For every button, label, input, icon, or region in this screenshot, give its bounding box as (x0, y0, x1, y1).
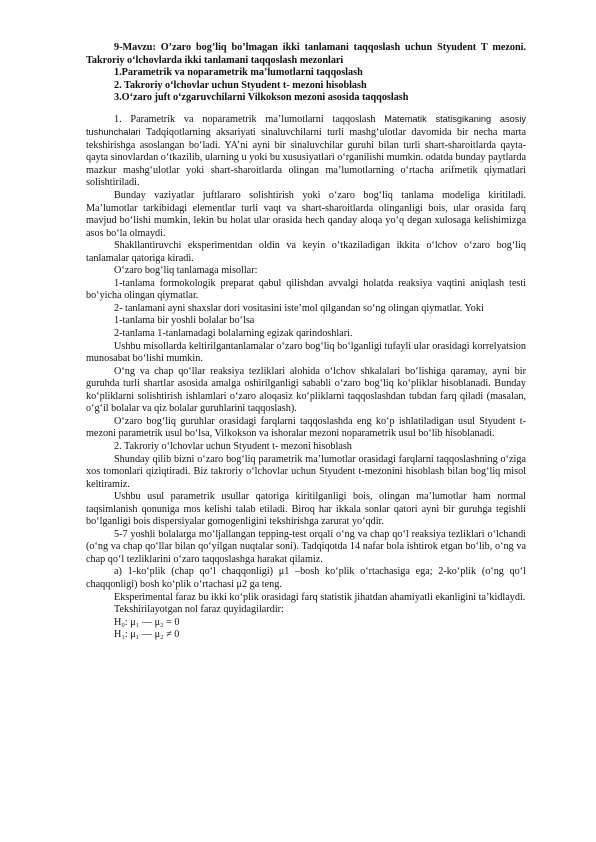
body-paragraph: 2. Takroriy o‘lchovlar uchun Styudent t- mezoni hisoblash (114, 440, 352, 452)
body-paragraph: Tekshirilayotgan nol faraz quyidagilardir: (114, 604, 284, 616)
body-paragraph: Ushbu usul parametrik usullar qatoriga kiritilganligi bois, olingan ma’lumotlar ham normal taqsimlanish qonuniga mos kelishi talab etiladi. Biroq har ikkala sonlar qatori ayni bir guruhga tegishli bo‘lganligi bois dispersiyalar gomogenligini tekshirishga zarurat yo‘qdir. (86, 491, 526, 528)
body-paragraph: Ushbu misollarda keltirilgantanlamalar o‘zaro bog‘liq bo‘lganligi tufayli ular orasidagi korrelyatsion munosabat bo‘lishi mumkin. (86, 340, 526, 365)
body-paragraph: Shunday qilib bizni o‘zaro bog‘liq parametrik ma’lumotlar orasidagi farqlarni taqqoslashning o‘ziga xos tomonlari qiziqtiradi. Biz takroriy o‘lchovlar uchun Styudent t-mezonini hisoblash bilan bog‘liq misol keltiramiz. (86, 453, 526, 490)
body-paragraph: O‘zaro bog‘liq tanlamaga misollar: (114, 265, 258, 277)
body-paragraph: Shakllantiruvchi eksperimentdan oldin va keyin o‘tkaziladigan ikkita o‘lchov o‘zaro bog‘liq tanlamalar qatoriga kiradi. (86, 240, 526, 264)
body-paragraph: a) 1-ko‘plik (chap qo‘l chaqqonligi) μ1 –bosh ko‘plik o‘rtachasiga ega; 2-ko‘plik (o‘ng qo‘l chaqqonligi) bosh ko‘plik o‘rtachasi μ2 ga teng. (86, 566, 526, 590)
intro-lead: 1. Parametrik va noparametrik ma’lumotlarni taqqoslash (114, 113, 385, 125)
outline-list (86, 67, 526, 105)
body-paragraph: 1-tanlama bir yoshli bolalar bo‘lsa (114, 315, 255, 327)
body-paragraph: Eksperimental faraz bu ikki ko‘plik orasidagi farq statistik jihatdan ahamiyatli ekanligini ta’kidlaydi. (114, 591, 526, 603)
outline-item-1: 1.Parametrik va noparametrik ma’lumotlarni taqqoslash (114, 67, 363, 79)
body-paragraph: O‘ng va chap qo‘llar reaksiya tezliklari alohida o‘lchov shkalalari bo‘lishiga qaramay, ayni bir guruhda turli shartlar asosida amalga oshirilganligi sababli o‘zaro bog‘liq ko‘pliklar hisoblanadi. Bunday ko‘pliklarni solishtirish ishlamlari o‘zaro aloqasiz ko‘pliklarni taqqoslashdan tubdan farq qiladi (masalan, o‘g‘il bolalar va qiz bolalar guruhlarini taqqoslash). (86, 365, 526, 415)
body-paragraph: 5-7 yoshli bolalarga mo‘ljallangan tepping-test orqali o‘ng va chap qo‘l reaksiya tezliklari o‘lchandi (o‘ng va chap qo‘llar bilan qo‘yilgan nuqtalar soni). Tadqiqotda 14 nafar bola ishtirok etgan bo‘lib, o‘ng va chap qo‘l tezliklarini o‘zaro taqqoslashga harakat qilamiz. (86, 528, 526, 565)
body-paragraph: H₀: μ₁ — μ₂ = 0 (114, 616, 180, 628)
body-paragraph: Bunday vaziyatlar juftlararo solishtirish yoki o‘zaro bog‘liq tanlama modeliga kiritiladi. Ma’lumotlar tarkibidagi elementlar turli vaqt va shart-sharoitlarda olinganligi bois, ular orasida farq mavjud bo‘lishi mumkin, lekin bu holat ular orasida hech qanday aloqa yo‘q degan xulosaga kelishimizga asos bo‘la olmaydi. (86, 190, 526, 239)
body-paragraph: 2- tanlamani ayni shaxslar dori vositasini iste’mol qilgandan so‘ng olingan qiymatlar. Yoki (114, 302, 484, 314)
outline-item-2: 2. Takroriy o‘lchovlar uchun Styudent t- mezoni hisoblash (114, 79, 367, 91)
body-paragraph: H₁: μ₁ — μ₂ ≠ 0 (114, 629, 180, 641)
intro-subtitle: Matematik statisgikaning asosiy tushunchalari (86, 113, 526, 138)
body-paragraph: 1-tanlama formokologik preparat qabul qilishdan avvalgi holatda reaksiya vaqtini aniqlash testi bo‘yicha olingan qiymatlar. (86, 277, 526, 302)
body-text (86, 190, 526, 642)
body-paragraph: O‘zaro bog‘liq guruhlar orasidagi farqlarni taqqoslashda eng ko‘p ishlatiladigan usul Styudent t-mezoni parametrik usul bo‘lsa, Vilkokson va ishoralar mezoni noparametrik usul bo‘lib hisoblanadi. (86, 415, 526, 440)
intro-paragraph (86, 113, 526, 190)
document-title: 9-Mavzu: O’zaro bog’liq bo’lmagan ikki tanlamani taqqoslash uchun Styudent T mezoni. Takroriy o‘lchovlarda ikki tanlamani taqqoslash mezonlari (86, 42, 526, 66)
outline-item-3: 3.O‘zaro juft o‘zgaruvchilarni Vilkokson mezoni asosida taqqoslash (114, 92, 409, 104)
intro-rest: Tadqiqotlarning aksariyati sinaluvchilarni turli mashg‘ulotlar davomida bir necha marta tekshirishga asoslangan bo‘ladi. YA’ni ayni bir sinaluvchilar guruhi bilan turli shart-sharoitlarda qayta-qayta sinovlardan o‘tkazilib, ularning u yoki bu xususiyatlari o‘rganilishi mumkin. odatda bunday paytlarda mazkur mashg‘ulotlar yoki shart-sharoitlarda olingan ma’lumotlarning o‘rtacha arifmetik qiymatlari solishtiriladi. (86, 127, 526, 189)
body-paragraph: 2-tanlama 1-tanlamadagi bolalarning egizak qarindoshlari. (114, 328, 353, 340)
